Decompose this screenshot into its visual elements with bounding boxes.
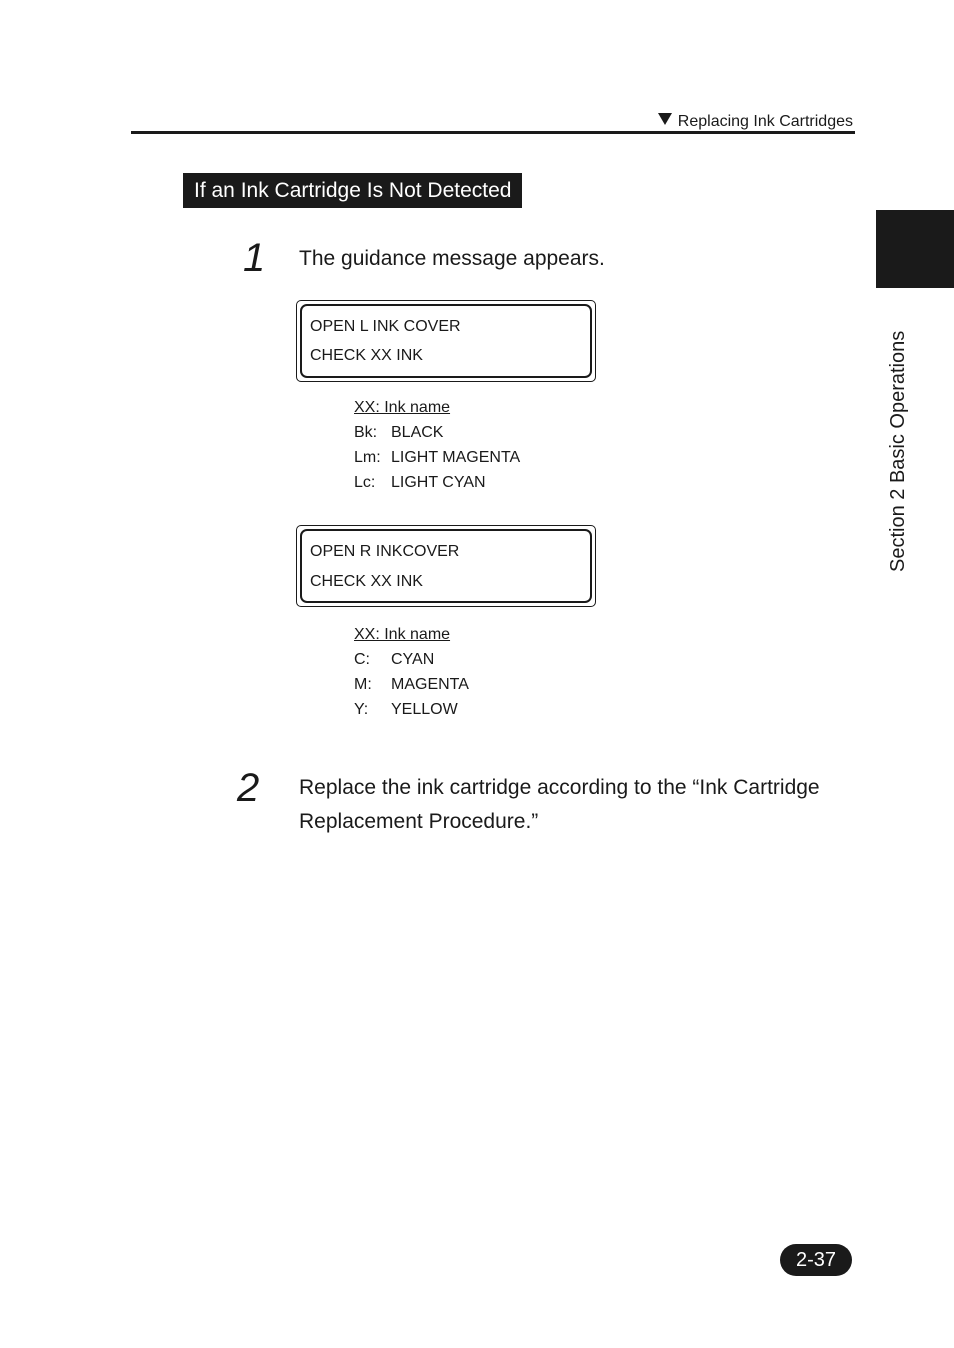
ink-name: YELLOW (391, 701, 458, 718)
section-heading: If an Ink Cartridge Is Not Detected (183, 173, 522, 208)
ink-name: CYAN (391, 651, 435, 668)
ink-code: Bk: (354, 424, 378, 441)
triangle-down-icon (658, 113, 672, 125)
step-text: The guidance message appears. (299, 247, 605, 270)
step-text (299, 771, 820, 839)
header-rule (131, 131, 855, 134)
ink-legend (354, 395, 521, 495)
lcd-frame (300, 529, 592, 603)
ink-code: C: (354, 651, 370, 668)
ink-legend-item (354, 672, 469, 697)
lcd-line-1: OPEN R INKCOVER (310, 543, 460, 560)
step-number: 2 (237, 766, 260, 810)
ink-code: Lc: (354, 474, 376, 491)
ink-code: Y: (354, 701, 369, 718)
ink-name: BLACK (391, 424, 444, 441)
lcd-frame (300, 304, 592, 378)
step-text-line: Replacement Procedure.” (299, 810, 539, 833)
ink-legend-header: XX: Ink name (354, 626, 451, 643)
ink-legend-item (354, 697, 458, 722)
lcd-line-1: OPEN L INK COVER (310, 318, 461, 335)
page-number: 2-37 (780, 1244, 852, 1276)
running-header-label: Replacing Ink Cartridges (677, 113, 853, 130)
ink-legend-item (354, 445, 521, 470)
lcd-line-2: CHECK XX INK (310, 347, 423, 364)
ink-code: M: (354, 676, 372, 693)
ink-name: LIGHT CYAN (391, 474, 486, 491)
step-number: 1 (243, 236, 266, 280)
running-header (658, 113, 853, 131)
ink-name: MAGENTA (391, 676, 469, 693)
step-text-line: Replace the ink cartridge according to the “Ink Cartridge (299, 776, 820, 799)
section-tab-marker (876, 210, 954, 288)
ink-legend-header: XX: Ink name (354, 399, 451, 416)
ink-legend-item (354, 420, 450, 445)
section-side-label: Section 2 Basic Operations (887, 330, 909, 572)
ink-legend-item (354, 647, 450, 672)
ink-name: LIGHT MAGENTA (391, 449, 521, 466)
lcd-display (296, 525, 596, 607)
ink-legend-item (354, 470, 486, 495)
lcd-line-2: CHECK XX INK (310, 573, 423, 590)
ink-code: Lm: (354, 449, 381, 466)
ink-legend (354, 622, 469, 722)
lcd-display (296, 300, 596, 382)
